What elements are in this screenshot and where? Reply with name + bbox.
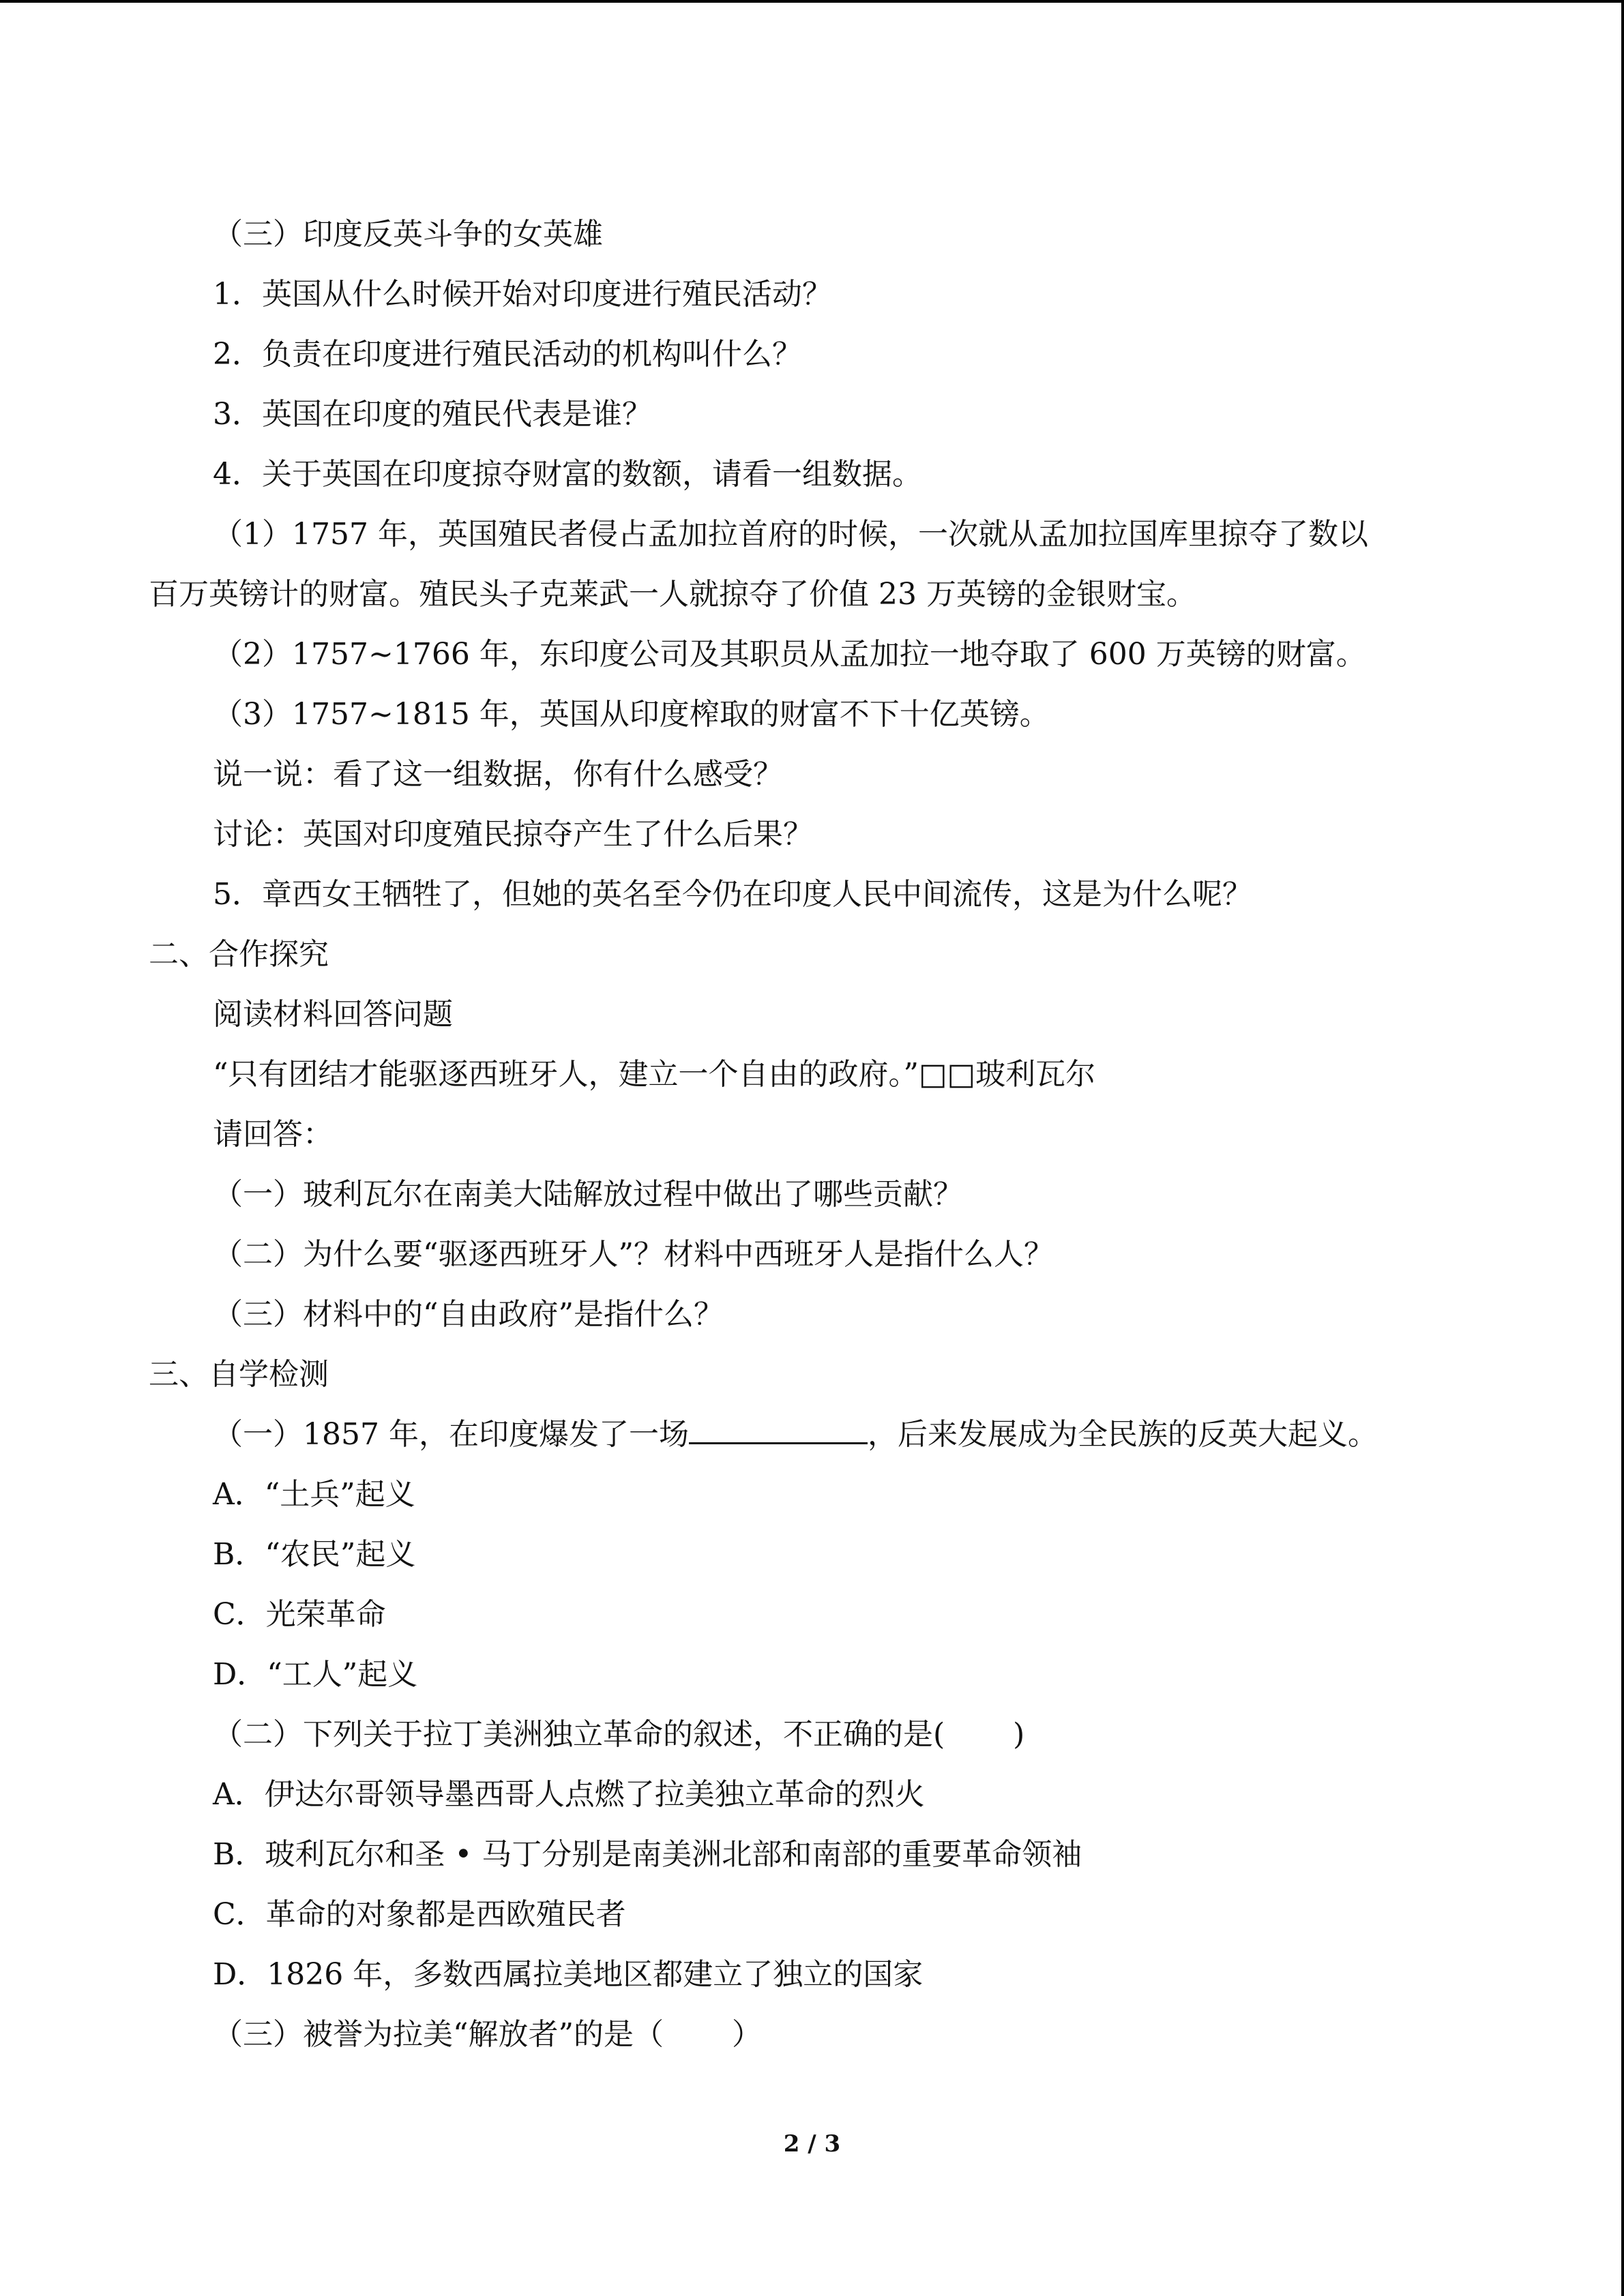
test-question-2-suffix: ) [1013,1717,1025,1752]
test-question-3-prefix: （三）被誉为拉美“解放者”的是（ [213,2017,664,2052]
option-d: D．“工人”起义 [213,1657,418,1692]
test-question-2-prefix: （二）下列关于拉丁美洲独立革命的叙述，不正确的是( [213,1717,945,1752]
section-heading-india-heroine: （三）印度反英斗争的女英雄 [213,217,603,252]
test-question-1 [149,1405,1475,1465]
question-3: 3．英国在印度的殖民代表是谁？ [213,397,652,432]
data-item-2: （2）1757~1766 年，东印度公司及其职员从孟加拉一地夺取了 600 万英镑的财富。 [213,637,1366,672]
test-question-1-suffix: ，后来发展成为全民族的反英大起义。 [867,1417,1378,1452]
question-4: 4．关于英国在印度掠夺财富的数额，请看一组数据。 [213,457,922,492]
reading-instruction: 阅读材料回答问题 [213,997,453,1032]
prompt-discuss: 讨论：英国对印度殖民掠夺产生了什么后果？ [213,817,813,852]
option-b: B．“农民”起义 [213,1537,416,1572]
question-5: 5．章西女王牺牲了，但她的英名至今仍在印度人民中间流传，这是为什么呢？ [213,877,1252,912]
data-item-1-line-2: 百万英镑计的财富。殖民头子克莱武一人就掠夺了价值 23 万英镑的金银财宝。 [149,577,1196,612]
option-a-2: A．伊达尔哥领导墨西哥人点燃了拉美独立革命的烈火 [213,1777,925,1812]
document-body [149,205,1475,2065]
page-top-border [0,0,1624,3]
data-item-1-line-1: （1）1757 年，英国殖民者侵占孟加拉首府的时候，一次就从孟加拉国库里掠夺了数以 [213,517,1368,552]
data-item-3: （3）1757~1815 年，英国从印度榨取的财富不下十亿英镑。 [213,697,1050,732]
option-b-2: B．玻利瓦尔和圣 • 马丁分别是南美洲北部和南部的重要革命领袖 [213,1837,1082,1872]
please-answer: 请回答： [213,1117,333,1152]
prompt-say: 说一说：看了这一组数据，你有什么感受？ [213,757,783,792]
page-number: 2 / 3 [783,2130,841,2158]
option-d-2: D．1826 年，多数西属拉美地区都建立了独立的国家 [213,1957,924,1992]
test-question-1-prefix: （一）1857 年，在印度爆发了一场 [213,1417,689,1452]
page-right-border [1621,0,1624,2296]
quote-bolivar: “只有团结才能驱逐西班牙人，建立一个自由的政府。”□□玻利瓦尔 [213,1057,1096,1092]
option-c: C．光荣革命 [213,1597,386,1632]
question-2: 2．负责在印度进行殖民活动的机构叫什么？ [213,337,802,372]
test-question-3 [149,2005,1475,2065]
question-1: 1．英国从什么时候开始对印度进行殖民活动？ [213,277,832,312]
section-heading-self-test: 三、自学检测 [149,1357,329,1392]
section-heading-cooperation: 二、合作探究 [149,937,329,972]
coop-question-2: （二）为什么要“驱逐西班牙人”？材料中西班牙人是指什么人？ [213,1237,1054,1272]
test-question-3-suffix: ） [732,2017,762,2052]
test-question-2 [149,1705,1475,1765]
option-a: A．“土兵”起义 [213,1477,415,1512]
coop-question-3: （三）材料中的“自由政府”是指什么？ [213,1297,724,1332]
option-c-2: C．革命的对象都是西欧殖民者 [213,1897,626,1932]
fill-in-blank[interactable] [689,1415,868,1444]
coop-question-1: （一）玻利瓦尔在南美大陆解放过程中做出了哪些贡献？ [213,1177,963,1212]
